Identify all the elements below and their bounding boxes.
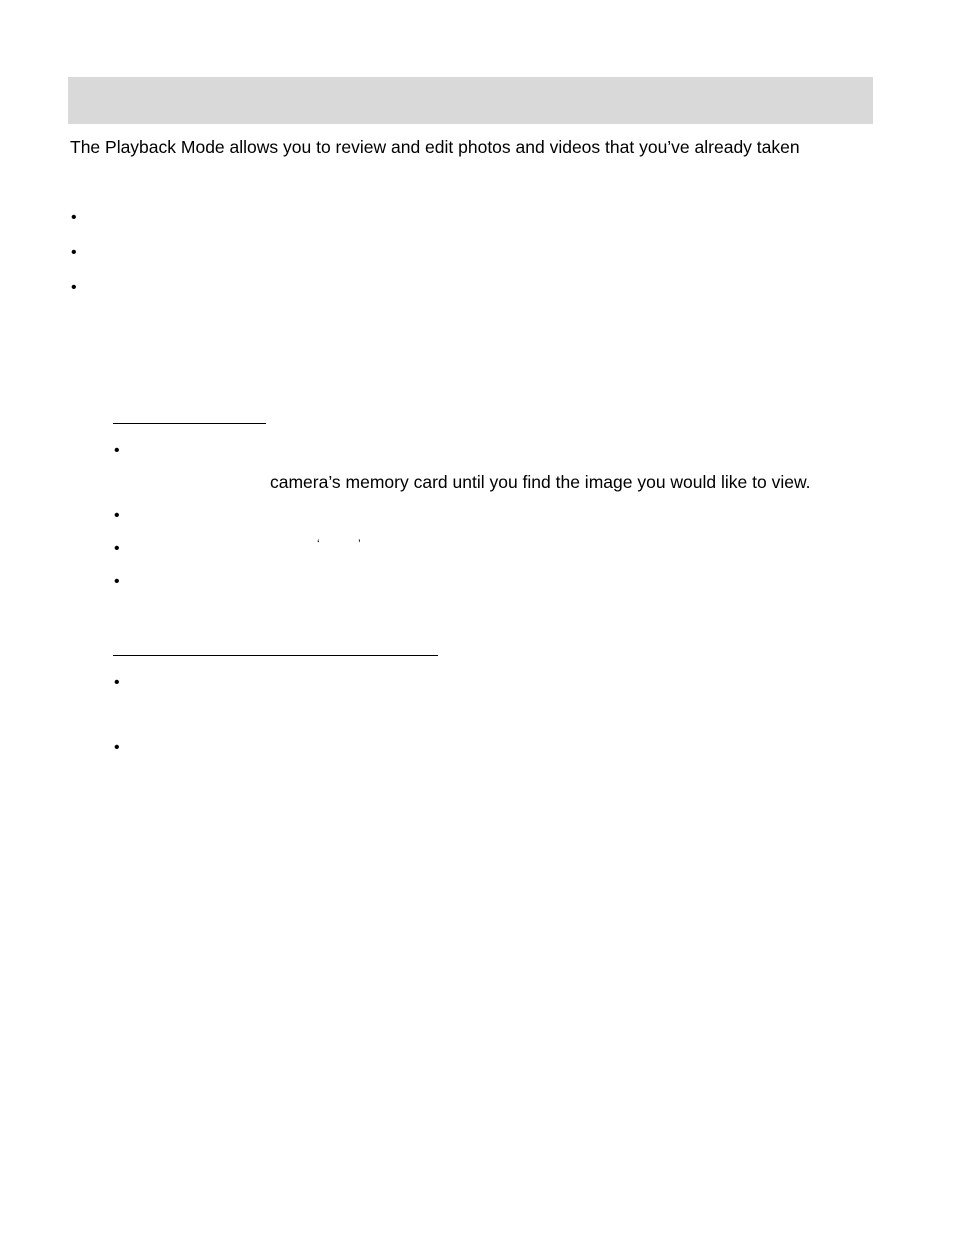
open-quote-mark: ‘ — [317, 537, 320, 551]
intro-paragraph: The Playback Mode allows you to review and edit photos and videos that you’ve already taken — [70, 137, 800, 157]
section2-heading-underline — [113, 655, 438, 656]
list-item-bullet: • — [71, 244, 77, 261]
list-item-bullet: • — [71, 209, 77, 226]
list-item-bullet: • — [114, 540, 120, 557]
section-header-bar — [68, 77, 873, 124]
list-item-bullet: • — [114, 739, 120, 756]
list-item-bullet: • — [114, 507, 120, 524]
list-item-bullet: • — [114, 573, 120, 590]
list-item-bullet: • — [71, 279, 77, 296]
section1-continuation-text: camera’s memory card until you find the image you would like to view. — [270, 472, 811, 492]
section1-heading-underline — [113, 423, 266, 424]
close-quote-mark: ’ — [358, 537, 361, 551]
list-item-bullet: • — [114, 442, 120, 459]
list-item-bullet: • — [114, 674, 120, 691]
